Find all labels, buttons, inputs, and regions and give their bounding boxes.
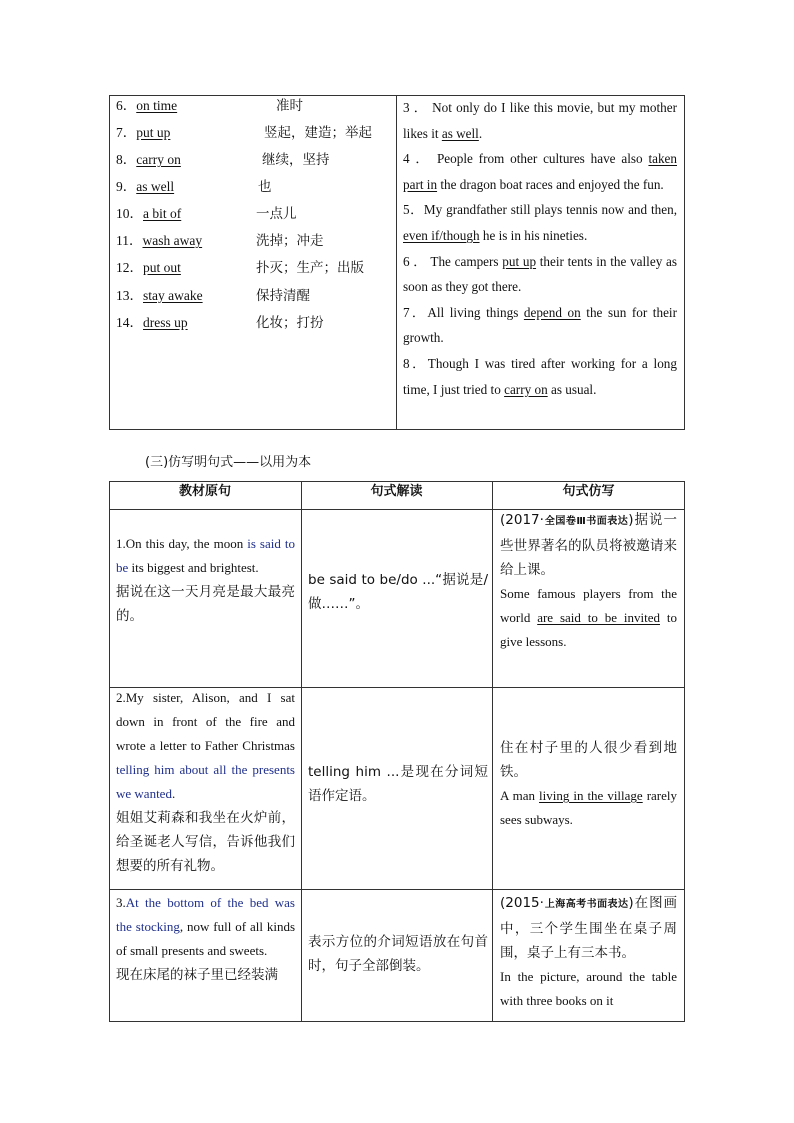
- column-header: 句式解读: [370, 484, 423, 499]
- table-divider: [396, 95, 397, 430]
- list-item: 8．Though I was tired after working for a long time, I just tried to carry on as usual.: [403, 355, 677, 397]
- list-item: 8．carry on 继续，坚持: [116, 152, 330, 168]
- list-item: 3 ． Not only do I like this movie, but my mother likes it as well.: [403, 100, 677, 141]
- column-header: 教材原句: [178, 484, 231, 499]
- list-item: 11．wash away 洗掉；冲走: [116, 233, 324, 249]
- column-header: 句式仿写: [562, 484, 615, 499]
- table-cell-explanation: be said to be/do ...“据说是/做……”。: [308, 572, 488, 612]
- list-item: 7．put up 竖起，建造；举起: [116, 125, 372, 141]
- list-item: 5．My grandfather still plays tennis now and then, even if/though he is in his nineties.: [403, 202, 677, 243]
- table-divider: [109, 889, 685, 890]
- sentence-list: [403, 95, 677, 402]
- list-item: 6．on time 准时: [116, 98, 303, 114]
- table-cell-imitation: (2015·上海高考书面表达)在图画中，三个学生围坐在桌子周围，桌子上有三本书。 In the picture, around the table with three books on it: [500, 895, 678, 1008]
- table-cell-explanation: 表示方位的介词短语放在句首时，句子全部倒装。: [308, 934, 488, 974]
- list-item: 9．as well 也: [116, 179, 272, 195]
- list-item: 13．stay awake 保持清醒: [116, 288, 310, 304]
- table-divider: [301, 481, 302, 1022]
- table-cell-imitation: 住在村子里的人很少看到地铁。 A man living in the village rarely sees subways.: [500, 740, 677, 827]
- table-cell-original: 1.On this day, the moon is said to be its biggest and brightest. 据说在这一天月亮是最大最亮的。: [116, 536, 295, 624]
- list-item: 6 ． The campers put up their tents in the valley as soon as they got there.: [403, 253, 678, 295]
- table-cell-explanation: telling him ...是现在分词短语作定语。: [308, 764, 488, 804]
- list-item: 4 ． People from other cultures have also taken part in the dragon boat races and enjoyed the fun.: [403, 151, 677, 192]
- table-divider: [492, 481, 493, 1022]
- table-cell-original: 3.At the bottom of the bed was the stocking, now full of all kinds of small presents and sweets. 现在床尾的袜子里已经装满: [116, 895, 296, 983]
- list-item: 10．a bit of 一点儿: [116, 206, 297, 222]
- section-heading: (三)仿写明句式——以用为本: [145, 455, 312, 470]
- list-item: 7．All living things depend on the sun for their growth.: [403, 304, 677, 346]
- list-item: 12．put out 扑灭；生产；出版: [116, 260, 364, 276]
- table-cell-original: 2.My sister, Alison, and I sat down in front of the fire and wrote a letter to Father Christmas telling him about all the presents we wanted. 姐姐艾莉森和我坐在火炉前，给圣诞老人写信，告诉他我们想要的所有礼物。: [116, 690, 295, 874]
- list-item: 14．dress up 化妆；打扮: [116, 315, 324, 331]
- table-cell-imitation: (2017·全国卷Ⅲ书面表达)据说一些世界著名的队员将被邀请来给上课。 Some famous players from the world are said to be invited to give lessons.: [500, 512, 678, 649]
